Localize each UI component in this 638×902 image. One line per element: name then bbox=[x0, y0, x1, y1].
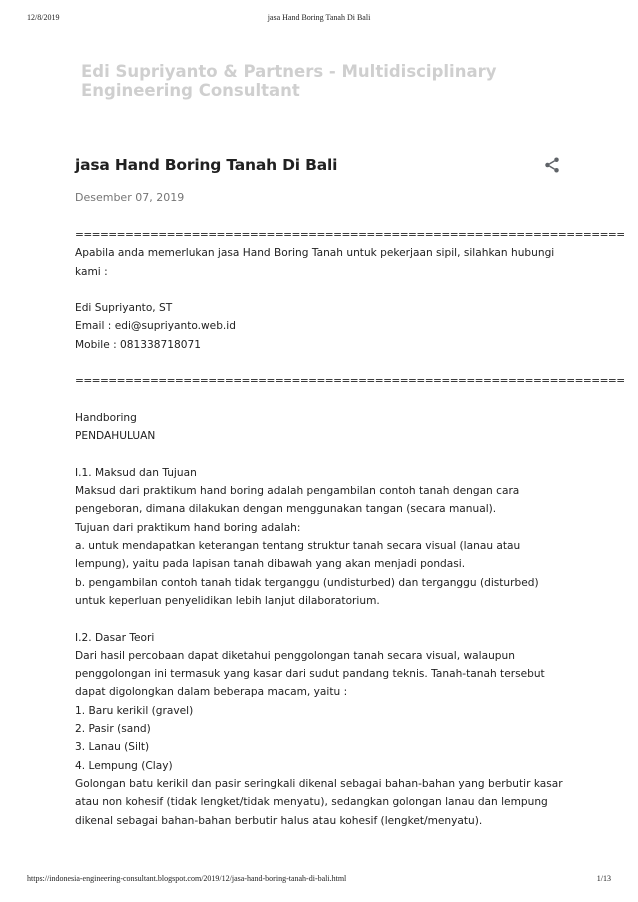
share-icon[interactable] bbox=[543, 156, 561, 174]
body-line: dapat digolongkan dalam beberapa macam, yaitu : bbox=[75, 686, 348, 699]
print-url: https://indonesia-engineering-consultant.blogspot.com/2019/12/jasa-hand-boring-tanah-di-bali.html bbox=[27, 874, 347, 883]
body-line: atau non kohesif (tidak lengket/tidak menyatu), sedangkan golongan lanau dan lempung bbox=[75, 796, 548, 809]
blank-line bbox=[75, 391, 575, 409]
blog-title[interactable] bbox=[81, 62, 521, 100]
body-line: Golongan batu kerikil dan pasir seringkali dikenal sebagai bahan-bahan yang berbutir kasar bbox=[75, 777, 563, 790]
blank-line bbox=[75, 610, 575, 628]
body-line: 2. Pasir (sand) bbox=[75, 723, 151, 736]
body-line: kami : bbox=[75, 265, 108, 278]
body-line: untuk keperluan penyelidikan lebih lanjut dilaboratorium. bbox=[75, 594, 380, 607]
separator-line: ================================================================== bbox=[75, 229, 625, 241]
body-line: b. pengambilan contoh tanah tidak terganggu (undisturbed) dan terganggu (disturbed) bbox=[75, 576, 539, 589]
blog-title-line: Engineering Consultant bbox=[81, 81, 300, 100]
body-line: Edi Supriyanto, ST bbox=[75, 302, 173, 315]
body-line: Dari hasil percobaan dapat diketahui penggolongan tanah secara visual, walaupun bbox=[75, 649, 515, 662]
body-line: I.1. Maksud dan Tujuan bbox=[75, 466, 197, 479]
print-footer bbox=[0, 874, 638, 886]
body-line: I.2. Dasar Teori bbox=[75, 631, 155, 644]
body-line: Handboring bbox=[75, 411, 137, 424]
blank-line bbox=[75, 354, 575, 372]
body-line: 3. Lanau (Silt) bbox=[75, 741, 150, 754]
body-line: Tujuan dari praktikum hand boring adalah: bbox=[75, 521, 301, 534]
post-title: jasa Hand Boring Tanah Di Bali bbox=[75, 156, 338, 174]
page-number: 1/13 bbox=[596, 874, 611, 883]
body-line: penggolongan ini termasuk yang kasar dari sudut pandang teknis. Tanah-tanah tersebut bbox=[75, 668, 545, 681]
print-header bbox=[0, 13, 638, 25]
blank-line bbox=[75, 281, 575, 299]
body-line: lempung), yaitu pada lapisan tanah dibawah yang akan menjadi pondasi. bbox=[75, 558, 466, 571]
post-body bbox=[75, 226, 625, 830]
body-line: dikenal sebagai bahan-bahan berbutir halus atau kohesif (lengket/menyatu). bbox=[75, 814, 483, 827]
body-line: Maksud dari praktikum hand boring adalah pengambilan contoh tanah dengan cara bbox=[75, 485, 520, 498]
body-line: Apabila anda memerlukan jasa Hand Boring Tanah untuk pekerjaan sipil, silahkan hubungi bbox=[75, 247, 555, 260]
blank-line bbox=[75, 446, 575, 464]
body-line: PENDAHULUAN bbox=[75, 430, 156, 443]
body-line: 1. Baru kerikil (gravel) bbox=[75, 704, 194, 717]
print-date: 12/8/2019 bbox=[27, 13, 60, 22]
body-line: a. untuk mendapatkan keterangan tentang struktur tanah secara visual (lanau atau bbox=[75, 540, 521, 553]
print-document-title: jasa Hand Boring Tanah Di Bali bbox=[267, 13, 371, 22]
separator-line: ================================================================== bbox=[75, 375, 625, 388]
body-line: Mobile : 081338718071 bbox=[75, 338, 201, 351]
body-line: pengeboran, dimana dilakukan dengan menggunakan tangan (secara manual). bbox=[75, 503, 497, 516]
post-date: Desember 07, 2019 bbox=[75, 191, 185, 204]
body-line: Email : edi@supriyanto.web.id bbox=[75, 320, 236, 333]
blog-title-line: Edi Supriyanto & Partners - Multidisciplinary bbox=[81, 62, 497, 81]
body-line: 4. Lempung (Clay) bbox=[75, 759, 173, 772]
